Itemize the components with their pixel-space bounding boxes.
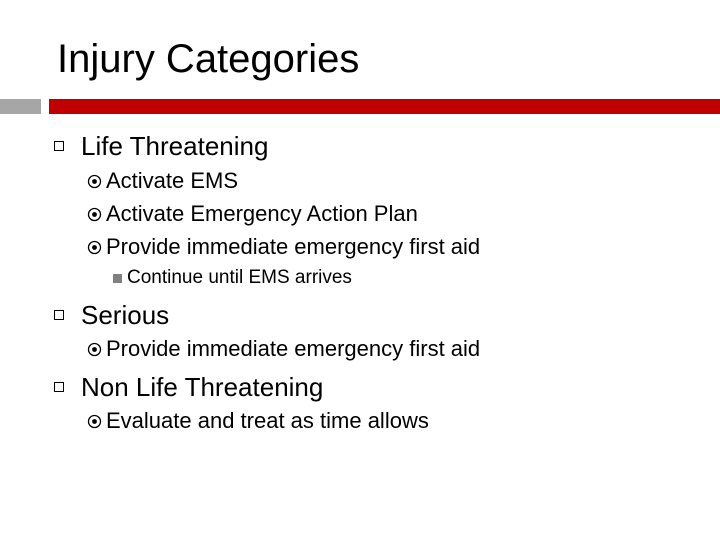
sub-bullet — [87, 407, 429, 435]
target-bullet-icon — [87, 414, 102, 429]
bullet-text: Activate EMS — [106, 168, 239, 193]
square-bullet-icon — [54, 382, 64, 392]
sub-bullet — [87, 335, 480, 363]
title-underline-grey — [0, 99, 41, 114]
bullet-text: Serious — [81, 299, 170, 330]
square-bullet-icon — [54, 310, 64, 320]
bullet-non-life-threatening — [54, 371, 323, 403]
sub-bullet — [87, 167, 238, 195]
bullet-text: Activate Emergency Action Plan — [106, 201, 418, 226]
square-bullet-icon — [54, 141, 64, 151]
bullet-text: Life Threatening — [81, 130, 269, 161]
slide-title: Injury Categories — [57, 37, 360, 81]
sub-sub-bullet — [113, 266, 352, 290]
bullet-life-threatening — [54, 130, 268, 162]
bullet-text: Provide immediate emergency first aid — [106, 336, 481, 361]
target-bullet-icon — [87, 174, 102, 189]
bullet-text: Non Life Threatening — [81, 371, 324, 402]
target-bullet-icon — [87, 342, 102, 357]
target-bullet-icon — [87, 240, 102, 255]
target-bullet-icon — [87, 207, 102, 222]
bullet-text: Continue until EMS arrives — [127, 267, 352, 288]
filled-square-bullet-icon — [113, 274, 122, 283]
bullet-text: Evaluate and treat as time allows — [106, 408, 429, 433]
sub-bullet — [87, 233, 480, 261]
bullet-serious — [54, 299, 169, 331]
sub-bullet — [87, 200, 418, 228]
bullet-text: Provide immediate emergency first aid — [106, 234, 481, 259]
title-underline-red — [49, 99, 720, 114]
